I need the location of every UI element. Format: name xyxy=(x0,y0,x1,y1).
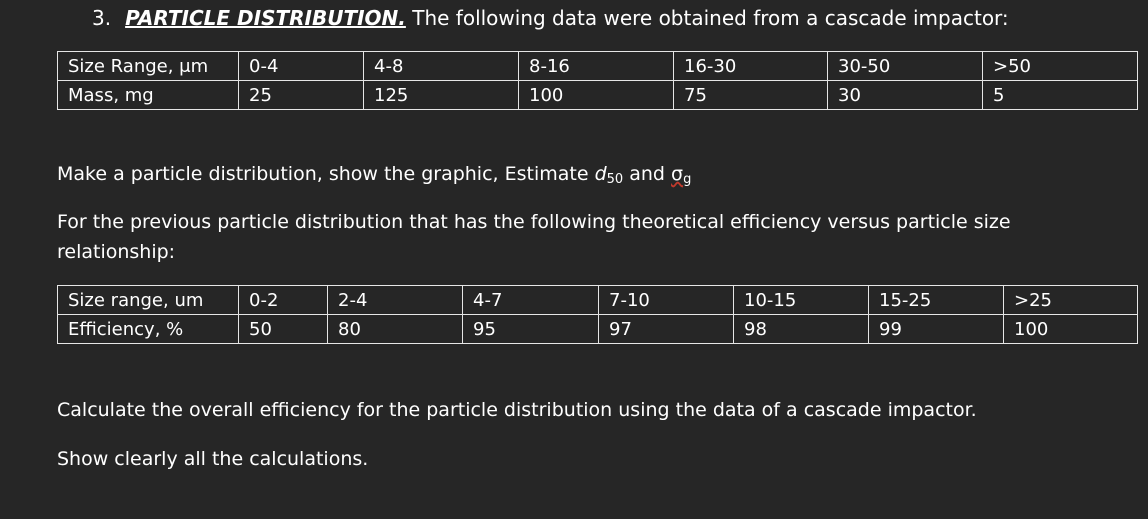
table-cell: 75 xyxy=(674,81,828,110)
task-distribution-text: Make a particle distribution, show the graphic, Estimate xyxy=(57,163,595,185)
question-intro: The following data were obtained from a cascade impactor: xyxy=(412,6,1009,30)
table-cell: 30 xyxy=(828,81,983,110)
table-cell: 10-15 xyxy=(734,286,869,315)
table-cell: 80 xyxy=(328,315,463,344)
table-cell: 15-25 xyxy=(869,286,1004,315)
and-text: and xyxy=(623,163,672,185)
table-cell: 25 xyxy=(239,81,364,110)
table-row xyxy=(58,286,1138,315)
table-cell: 100 xyxy=(519,81,674,110)
table-cell: 125 xyxy=(364,81,519,110)
task-distribution xyxy=(57,159,691,195)
impactor-data-table xyxy=(57,51,1138,110)
table-cell: 16-30 xyxy=(674,52,828,81)
task-efficiency-intro: For the previous particle distribution that has the following theoretical efficiency versus particle size relationship: xyxy=(57,211,1011,263)
table-cell: 97 xyxy=(599,315,734,344)
table-cell: 7-10 xyxy=(599,286,734,315)
table-cell: 98 xyxy=(734,315,869,344)
size-range-header: Size range, um xyxy=(58,286,239,315)
sigma-g-symbol: $\sigma_g$ xyxy=(671,163,692,187)
question-title: PARTICLE DISTRIBUTION. xyxy=(125,6,406,30)
task-show-calculations: Show clearly all the calculations. xyxy=(57,448,369,470)
task-overall-efficiency: Calculate the overall efficiency for the particle distribution using the data of a cascade impactor. xyxy=(57,399,977,421)
table-row xyxy=(58,315,1138,344)
efficiency-table xyxy=(57,285,1138,344)
table-row xyxy=(58,81,1138,110)
table-row xyxy=(58,52,1138,81)
question-heading xyxy=(92,6,1009,30)
table-cell: 0-4 xyxy=(239,52,364,81)
d50-subscript: 50 xyxy=(606,172,624,187)
table-cell: 99 xyxy=(869,315,1004,344)
table-cell: 4-7 xyxy=(463,286,599,315)
efficiency-header: Efficiency, % xyxy=(58,315,239,344)
table-cell: 50 xyxy=(239,315,328,344)
table-cell: 0-2 xyxy=(239,286,328,315)
mass-header: Mass, mg xyxy=(58,81,239,110)
question-number: 3. xyxy=(92,6,112,30)
table-cell: 5 xyxy=(983,81,1138,110)
table-cell: >50 xyxy=(983,52,1138,81)
table-cell: 100 xyxy=(1004,315,1138,344)
table-cell: 4-8 xyxy=(364,52,519,81)
table-cell: 2-4 xyxy=(328,286,463,315)
table-cell: 8-16 xyxy=(519,52,674,81)
table-cell: 30-50 xyxy=(828,52,983,81)
table-cell: >25 xyxy=(1004,286,1138,315)
table-cell: 95 xyxy=(463,315,599,344)
d50-symbol: d xyxy=(594,163,607,185)
size-range-header: Size Range, μm xyxy=(58,52,239,81)
